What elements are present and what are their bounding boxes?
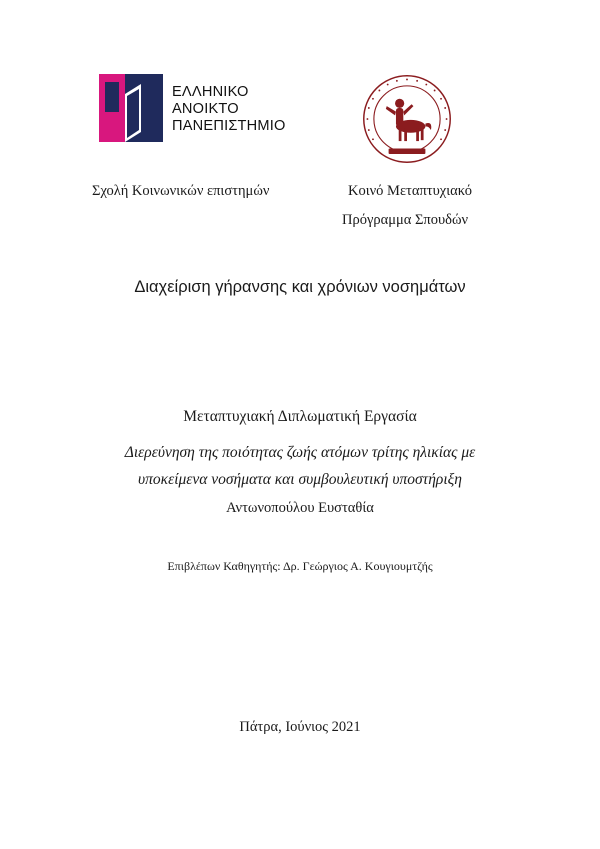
thesis-title-line1: Διερεύνηση της ποιότητας ζωής ατόμων τρίτης ηλικίας με [124,444,476,461]
thesis-title [0,439,600,493]
place-date: Πάτρα, Ιούνιος 2021 [239,719,361,735]
eap-logo-line: ΑΝΟΙΚΤΟ [172,101,239,117]
eap-logo-line: ΕΛΛΗΝΙΚΟ [172,84,249,100]
eap-logo-text [172,84,286,135]
course-title: Διαχείριση γήρανσης και χρόνιων νοσημάτων [134,278,466,296]
thesis-title-line2: υποκείμενα νοσήματα και συμβουλευτική υποστήριξη [138,471,462,488]
eap-book-mark-icon [97,72,165,144]
thesis-type: Μεταπτυχιακή Διπλωματική Εργασία [183,408,417,425]
school-name: Σχολή Κοινωνικών επιστημών [92,183,270,199]
program-name-line1: Κοινό Μεταπτυχιακό [348,183,472,199]
centaur-seal-icon [361,73,453,165]
supervisor: Επιβλέπων Καθηγητής: Δρ. Γεώργιος Α. Κουγιουμτζής [167,559,433,573]
author-name: Αντωνοπούλου Ευσταθία [226,500,374,516]
program-name-line2: Πρόγραμμα Σπουδών [342,212,469,228]
hellenic-open-university-logo [97,72,297,144]
eap-logo-line: ΠΑΝΕΠΙΣΤΗΜΙΟ [172,118,286,134]
